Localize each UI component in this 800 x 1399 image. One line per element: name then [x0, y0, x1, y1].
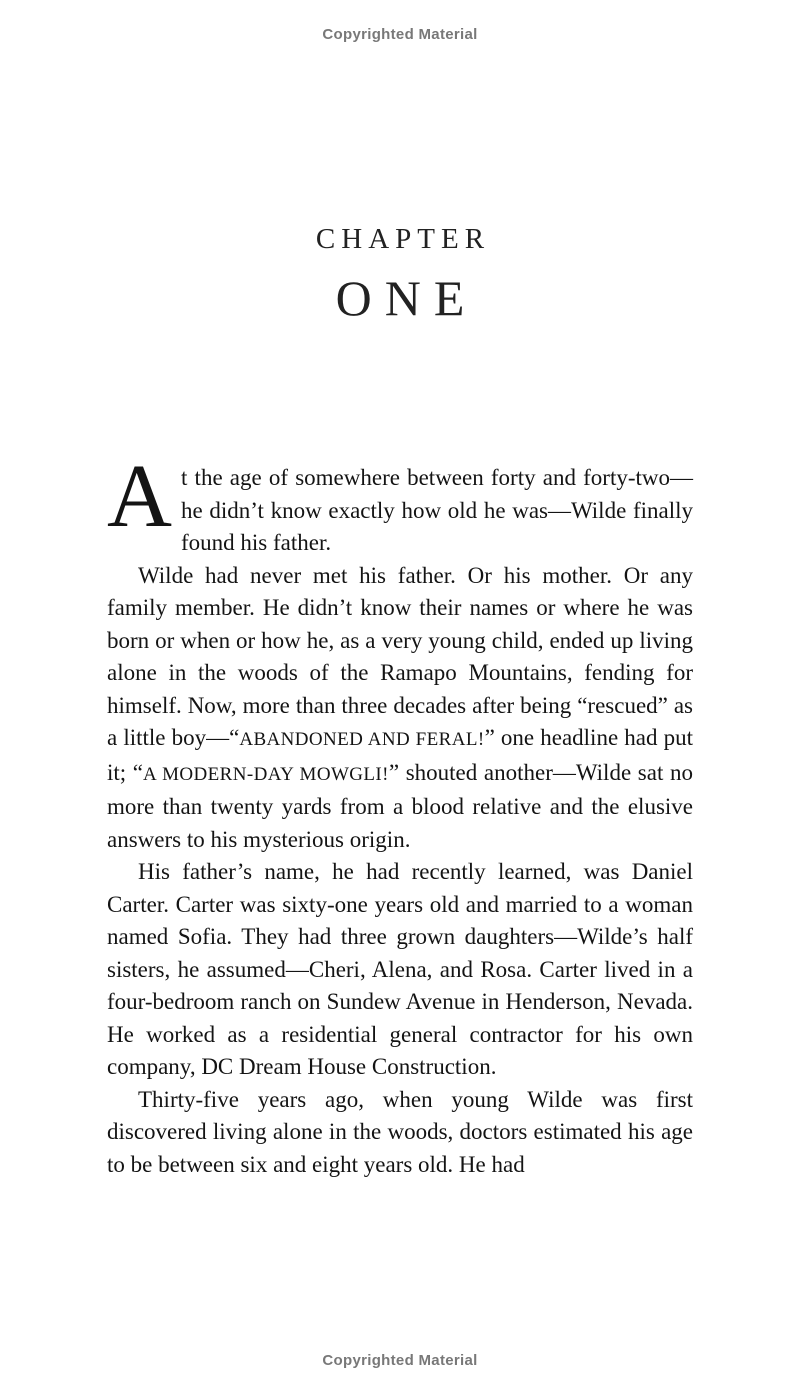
- headline-smallcaps: ABANDONED AND FERAL!: [239, 729, 485, 750]
- chapter-number: ONE: [335, 269, 478, 326]
- chapter-heading: [0, 223, 800, 326]
- body-text: [107, 447, 694, 1181]
- chapter-label: CHAPTER: [315, 223, 491, 255]
- paragraph-text: ” one headline had put it; “: [107, 725, 694, 785]
- paragraph-text: Wilde had never met his father. Or his mother. Or any family member. He didn’t know their names or where he was born or when or how he, as a very young child, ended up living alone in the woods of the Ramapo Mountains, fending for himself. Now, more than three decades after being “rescued” as a little boy—“: [107, 562, 693, 750]
- paragraph-discovery: Thirty-five years ago, when young Wilde was first discovered living alone in the woods, doctors estimated his age to be between six and eight years old. He had: [107, 1086, 693, 1177]
- copyright-notice-bottom: Copyrighted Material: [322, 1352, 478, 1369]
- paragraph-family-history: [107, 560, 693, 857]
- drop-cap: A: [107, 447, 172, 546]
- paragraph-father-details: His father’s name, he had recently learned, was Daniel Carter. Carter was sixty-one years old and married to a woman named Sofia. They had three grown daughters—Wilde’s half sisters, he assumed—Cheri, Alena, and Rosa. Carter lived in a four-bedroom ranch on Sundew Avenue in Henderson, Nevada. He worked as a residential general contractor for his own company, DC Dream House Construction.: [107, 859, 693, 1079]
- copyright-notice-top: Copyrighted Material: [322, 26, 478, 43]
- paragraph-text: ” shouted another—Wilde sat no more than twenty yards from a blood relative and the elusive answers to his mysterious origin.: [107, 759, 693, 852]
- opening-paragraph: [107, 447, 693, 560]
- paragraph-text: t the age of somewhere between forty and forty-two—he didn’t know exactly how old he was—Wilde finally found his father.: [181, 465, 693, 555]
- headline-smallcaps: A MODERN-DAY MOWGLI!: [143, 763, 389, 785]
